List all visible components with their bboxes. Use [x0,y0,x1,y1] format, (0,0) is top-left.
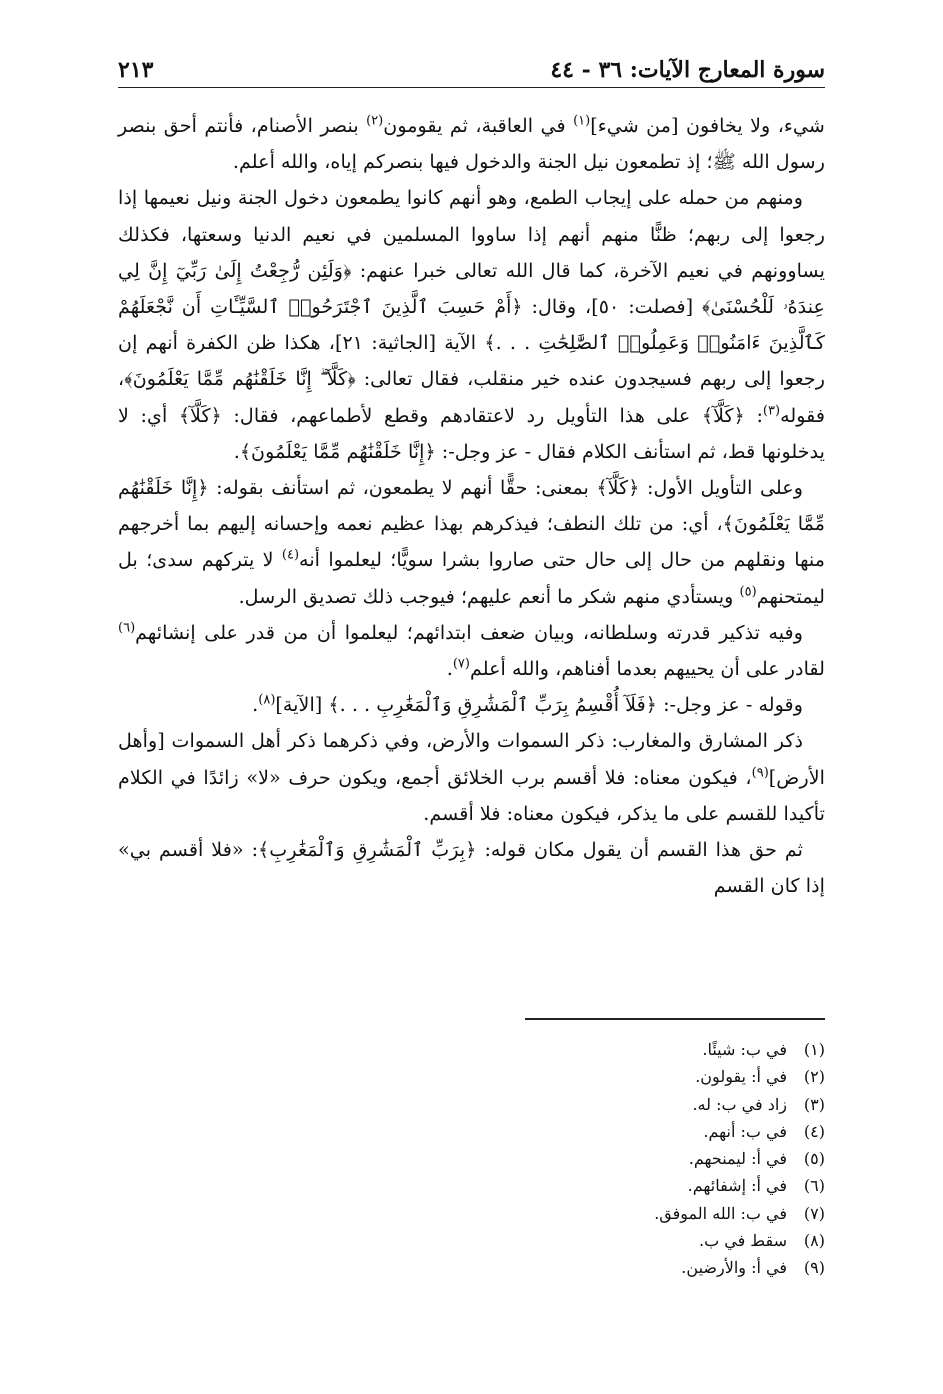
footnote-reference: (٩) [751,765,769,781]
footnote-item [465,1063,825,1090]
footnote-text: في أ: ليمنحهم. [688,1149,787,1169]
footnote-item [465,1036,825,1063]
footnote-text: في ب: الله الموفق. [654,1203,787,1223]
paragraph [118,615,825,687]
footnote-reference: (٣) [762,403,781,419]
paragraph-text: لا يتركهم سدى؛ بل ليمتحنهم [118,548,825,608]
paragraph [118,832,825,904]
paragraph-text: : ﴿كَلَّآ﴾ على هذا التأويل رد لاعتقادهم وقطع لأطماعهم، فقال: ﴿كَلَّآ﴾ أي: لا يدخلونها قط، ثم استأنف الكلام فقال - عز وجل-: ﴿إِنَّا خَلَقْنَٰهُم مِّمَّا يَعْلَمُونَ﴾. [118,403,825,463]
paragraph-text: وقوله - عز وجل-: ﴿فَلَآ أُقْسِمُ بِرَبِّ ٱلْمَشَٰرِقِ وَٱلْمَغَٰرِبِ . . .﴾ [الآية] [275,693,803,717]
footnote-number: (٥) [803,1149,825,1169]
footnote-number: (٤) [803,1121,825,1141]
footnote-number: (٢) [803,1067,825,1087]
paragraph-text: شيء، ولا يخافون [من شيء] [590,114,825,137]
footnote-item [465,1200,825,1227]
paragraph-text: ، فيكون معناه: فلا أقسم برب الخلائق أجمع، ويكون حرف «لا» زائدًا في الكلام تأكيدا للقسم على ما يذكر، فيكون معناه: فلا أقسم. [118,765,825,825]
footnote-text: سقط في ب. [699,1231,787,1251]
running-header [118,52,825,88]
paragraph [118,723,825,832]
paragraph [118,108,825,180]
footnote-number: (١) [803,1040,825,1059]
footnote-text: في أ: إشفائهم. [687,1176,787,1196]
footnote-item [465,1254,825,1281]
footnote-text: في ب: أنهم. [703,1121,787,1141]
footnote-reference: (٢) [366,113,384,129]
footnote-reference: (١) [573,113,591,129]
footnote-reference: (٨) [258,692,276,708]
paragraph-text: ويستأدي منهم شكر ما أنعم عليهم؛ فيوجب ذلك تصديق الرسل. [238,584,740,608]
paragraph-text: . [446,657,453,681]
paragraph-text: وفيه تذكير قدرته وسلطانه، وبيان ضعف ابتدائهم؛ ليعلموا أن من قدر على إنشائهم [135,620,803,644]
paragraph-text: في العاقبة، ثم يقومون [383,114,574,137]
footnote-reference: (٦) [118,620,136,636]
paragraph [118,687,825,723]
paragraph-text: ومنهم من حمله على إيجاب الطمع، وهو أنهم كانوا يطمعون دخول الجنة ونيل نعيمها إذا رجعوا إلى ربهم؛ ظنًّا منهم أنهم إذا ساووا المسلمين في نعيم الدنيا وسعتها، فكذلك يساوونهم في نعيم الآخرة، كما قال الله تعالى خبرا عنهم: ﴿وَلَئِن رُّجِعْتُ إِلَىٰ رَبِّيٓ إِنَّ لِي عِندَهُۥ لَلْحُسْنَىٰ﴾ [فصلت: ٥٠]، وقال: ﴿أَمْ حَسِبَ ٱلَّذِينَ ٱجْتَرَحُوا۟ ٱلسَّيِّـَٔاتِ أَن نَّجْعَلَهُمْ كَٱلَّذِينَ ءَامَنُوا۟ وَعَمِلُوا۟ ٱلصَّٰلِحَٰتِ . . .﴾ الآية [الجاثية: ٢١]، هكذا ظن الكفرة أنهم إن رجعوا إلى ربهم فسيجدون عنده خير منقلب، فقال تعالى: ﴿كَلَّآ ۖ إِنَّا خَلَقْنَٰهُم مِّمَّا يَعْلَمُونَ﴾، فقوله [118,186,826,427]
main-text [118,108,825,904]
paragraph-text: لقادر على أن يحييهم بعدما أفناهم، والله أعلم [469,657,825,681]
paragraph-text: ثم حق هذا القسم أن يقول مكان قوله: ﴿بِرَبِّ ٱلْمَشَٰرِقِ وَٱلْمَغَٰرِبِ﴾: «فلا أقسم بي» إذا كان القسم [118,838,825,898]
footnote-separator [525,1018,825,1020]
footnote-number: (٩) [803,1258,825,1278]
footnote-number: (٧) [803,1203,825,1223]
footnote-item [465,1091,825,1118]
footnote-reference: (٧) [452,656,470,672]
footnote-text: في ب: شيئًا. [702,1040,787,1059]
footnote-item [465,1172,825,1199]
paragraph-text: وعلى التأويل الأول: ﴿كَلَّآ﴾ بمعنى: حقًّا أنهم لا يطمعون، ثم استأنف بقوله: ﴿إِنَّا خَلَقْنَٰهُم مِّمَّا يَعْلَمُونَ﴾، أي: من تلك النطف؛ فيذكرهم بهذا عظيم نعمه وإحسانه إليهم بما أخرجهم منها ونقلهم من حال إلى حال حتى صاروا بشرا سويًّا؛ ليعلموا أنه [118,476,825,572]
footnote-item [465,1227,825,1254]
paragraph [118,180,825,470]
footnote-item [465,1118,825,1145]
footnote-item [465,1145,825,1172]
footnote-reference: (٥) [739,584,757,600]
footnotes [465,1036,825,1282]
paragraph-text: . [252,693,259,717]
footnote-text: في أ: والأرضين. [681,1258,787,1278]
footnote-number: (٨) [803,1231,825,1251]
header-title: سورة المعارج الآيات: ٣٦ - ٤٤ [550,57,825,83]
footnote-text: زاد في ب: له. [692,1094,787,1114]
footnote-number: (٣) [803,1094,825,1114]
paragraph [118,470,825,615]
footnote-reference: (٤) [281,548,300,564]
footnote-number: (٦) [803,1176,825,1196]
page-number: ٢١٣ [118,57,154,83]
paragraph-text: ذكر المشارق والمغارب: ذكر السموات والأرض، وفي ذكرهما ذكر أهل السموات [وأهل الأرض] [118,729,825,789]
paragraph-text: بنصر الأصنام، فأنتم أحق بنصر رسول الله ﷺ؛ إذ تطمعون نيل الجنة والدخول فيها بنصركم إياه، والله أعلم. [118,114,825,174]
footnote-text: في أ: يقولون. [695,1067,787,1087]
